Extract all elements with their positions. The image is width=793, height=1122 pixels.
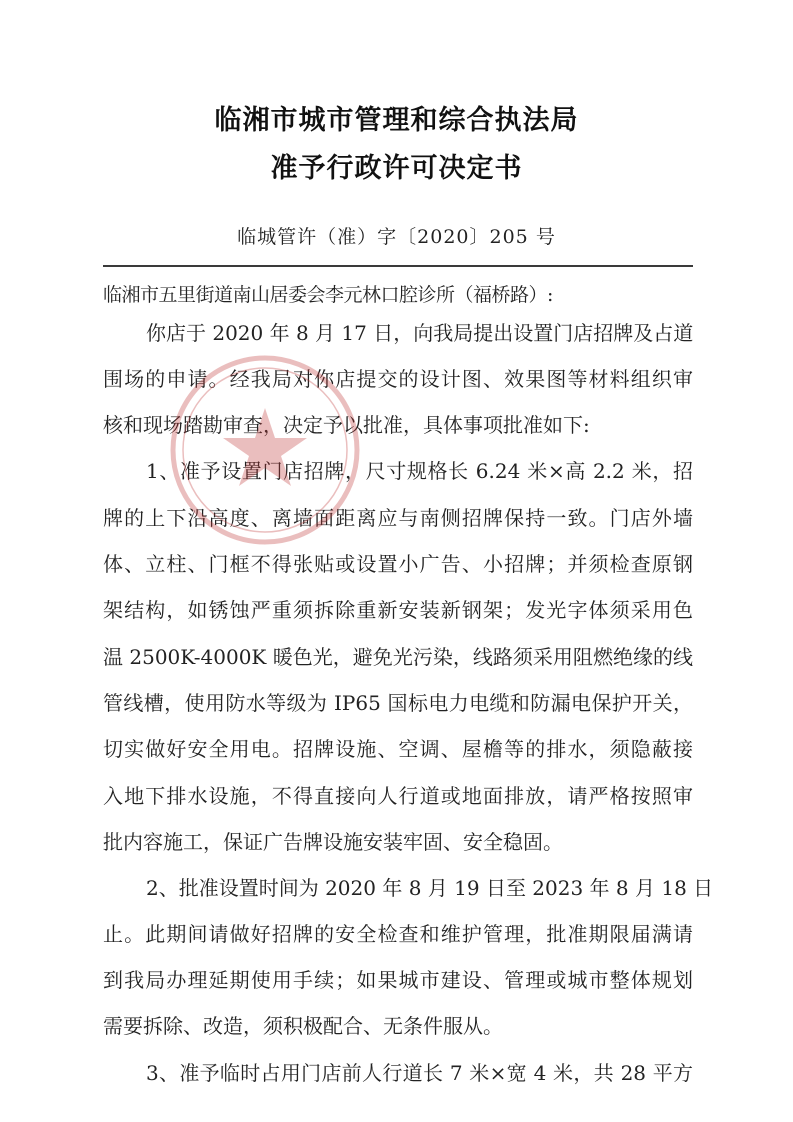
body-line-1: 你店于 2020 年 8 月 17 日，向我局提出设置门店招牌及占道 bbox=[146, 321, 694, 345]
document-title-decision: 准予行政许可决定书 bbox=[270, 153, 523, 184]
body-line-4: 1、准予设置门店招牌，尺寸规格长 6.24 米×高 2.2 米，招 bbox=[146, 459, 693, 483]
body-line-8: 温 2500K-4000K 暖色光，避免光污染，线路须采用阻燃绝缘的线 bbox=[103, 645, 693, 669]
body-line-5: 牌的上下沿高度、离墙面距离应与南侧招牌保持一致。门店外墙 bbox=[103, 506, 693, 530]
body-line-2: 围场的申请。经我局对你店提交的设计图、效果图等材料组织审 bbox=[103, 367, 693, 391]
body-line-9: 管线槽，使用防水等级为 IP65 国标电力电缆和防漏电保护开关， bbox=[103, 691, 693, 715]
body-line-14: 止。此期间请做好招牌的安全检查和维护管理，批准期限届满请 bbox=[103, 922, 693, 946]
body-line-12: 批内容施工，保证广告牌设施安装牢固、安全稳固。 bbox=[103, 830, 563, 854]
body-line-16: 需要拆除、改造，须积极配合、无条件服从。 bbox=[103, 1014, 503, 1038]
body-line-6: 体、立柱、门框不得张贴或设置小广告、小招牌；并须检查原钢 bbox=[103, 552, 693, 576]
document-number: 临城管许（准）字〔2020〕205 号 bbox=[237, 226, 556, 248]
body-line-10: 切实做好安全用电。招牌设施、空调、屋檐等的排水，须隐蔽接 bbox=[103, 737, 693, 761]
official-seal-icon bbox=[165, 350, 365, 550]
body-line-7: 架结构，如锈蚀严重须拆除重新安装新钢架；发光字体须采用色 bbox=[103, 598, 693, 622]
body-line-17: 3、准予临时占用门店前人行道长 7 米×宽 4 米，共 28 平方 bbox=[146, 1061, 693, 1085]
body-line-3: 核和现场踏勘审查，决定予以批准，具体事项批准如下: bbox=[103, 413, 590, 437]
body-line-11: 入地下排水设施，不得直接向人行道或地面排放，请严格按照审 bbox=[103, 784, 693, 808]
addressee: 临湘市五里街道南山居委会李元林口腔诊所（福桥路）: bbox=[103, 284, 553, 306]
body-line-13: 2、批准设置时间为 2020 年 8 月 19 日至 2023 年 8 月 18 日 bbox=[146, 876, 714, 900]
document-title-agency: 临湘市城市管理和综合执法局 bbox=[214, 105, 579, 136]
body-line-15: 到我局办理延期使用手续；如果城市建设、管理或城市整体规划 bbox=[103, 968, 693, 992]
header-divider bbox=[103, 265, 693, 267]
